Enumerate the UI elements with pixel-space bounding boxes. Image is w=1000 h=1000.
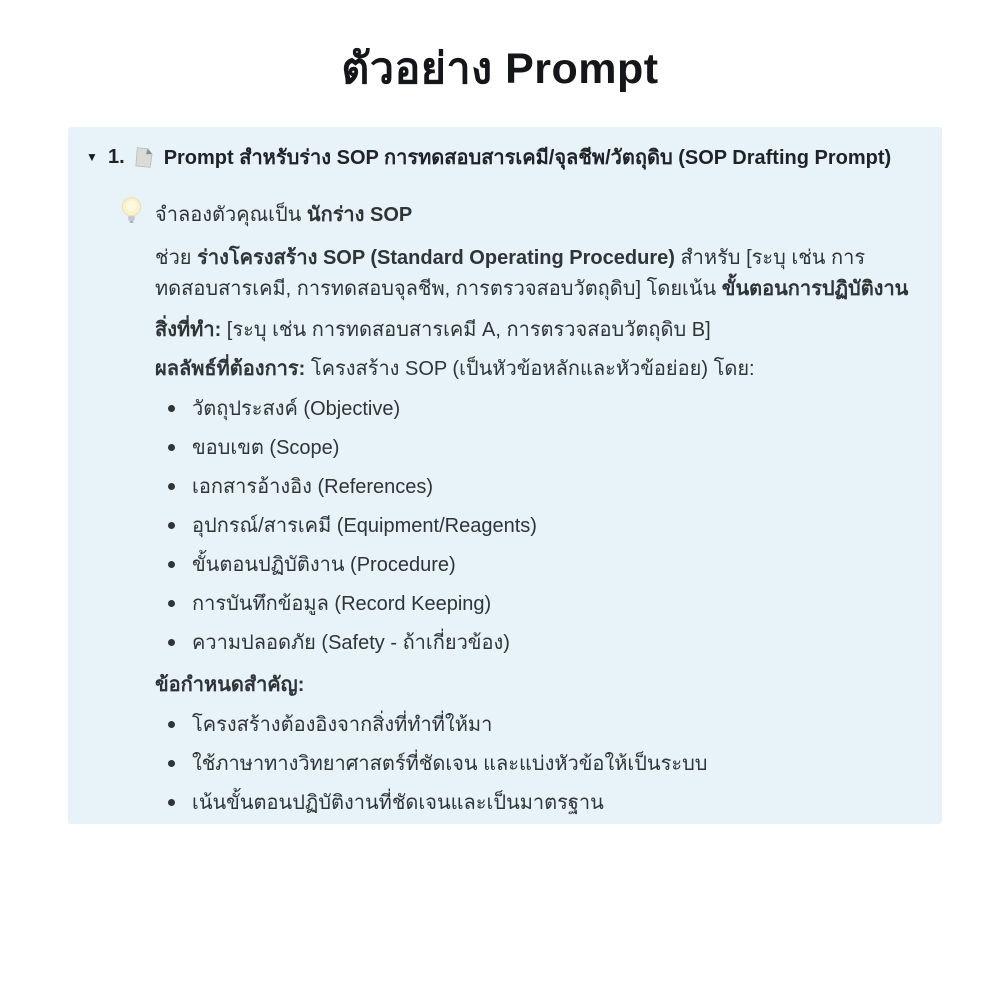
bullet-icon — [168, 522, 175, 529]
page-icon — [131, 144, 156, 169]
bullet-icon — [168, 483, 175, 490]
bullet-icon — [168, 405, 175, 412]
list-item: อุปกรณ์/สารเคมี (Equipment/Reagents) — [155, 513, 918, 539]
list-number: 1. — [108, 145, 125, 168]
task-line: สิ่งที่ทำ: [ระบุ เช่น การทดสอบสารเคมี A, การตรวจสอบวัตถุดิบ B] — [155, 319, 711, 341]
instruction-paragraph: ช่วย ร่างโครงสร้าง SOP (Standard Operating Procedure) สำหรับ [ระบุ เช่น การทดสอบสารเคมี, การทดสอบจุลชีพ, การตรวจสอบวัตถุดิบ] โดยเน้น ขั้นตอนการปฏิบัติงาน — [155, 247, 909, 300]
bullet-icon — [168, 721, 175, 728]
intro-bold: นักร่าง SOP — [306, 204, 413, 226]
sop-outline-list — [155, 396, 918, 656]
bullet-icon — [168, 561, 175, 568]
lightbulb-icon — [120, 196, 143, 227]
toggle-content — [120, 198, 918, 816]
list-item: ใช้ภาษาทางวิทยาศาสตร์ที่ชัดเจน และแบ่งหัวข้อให้เป็นระบบ — [155, 751, 918, 777]
list-item: เอกสารอ้างอิง (References) — [155, 474, 918, 500]
list-item: วัตถุประสงค์ (Objective) — [155, 396, 918, 422]
list-item: เน้นขั้นตอนปฏิบัติงานที่ชัดเจนและเป็นมาตรฐาน — [155, 790, 918, 816]
list-item: โครงสร้างต้องอิงจากสิ่งที่ทำที่ให้มา — [155, 712, 918, 738]
intro-text: จำลองตัวคุณเป็น นักร่าง SOP — [155, 204, 413, 226]
bullet-icon — [168, 639, 175, 646]
requirements-list — [155, 712, 918, 816]
bullet-icon — [168, 600, 175, 607]
bullet-icon — [168, 799, 175, 806]
page-title: ตัวอย่าง Prompt — [341, 45, 659, 93]
result-line: ผลลัพธ์ที่ต้องการ: โครงสร้าง SOP (เป็นหัวข้อหลักและหัวข้อย่อย) โดย: — [155, 358, 755, 380]
requirements-heading: ข้อกำหนดสำคัญ: — [155, 674, 305, 696]
bullet-icon — [168, 760, 175, 767]
list-item: ขอบเขต (Scope) — [155, 435, 918, 461]
list-item: การบันทึกข้อมูล (Record Keeping) — [155, 591, 918, 617]
triangle-down-icon[interactable]: ▼ — [86, 150, 98, 164]
list-item: ขั้นตอนปฏิบัติงาน (Procedure) — [155, 552, 918, 578]
prompt-callout-box — [68, 127, 942, 824]
bullet-icon — [168, 444, 175, 451]
toggle-title: Prompt สำหรับร่าง SOP การทดสอบสารเคมี/จุลชีพ/วัตถุดิบ (SOP Drafting Prompt) — [163, 147, 892, 169]
toggle-header-row[interactable] — [80, 142, 918, 172]
list-item: ความปลอดภัย (Safety - ถ้าเกี่ยวข้อง) — [155, 630, 918, 656]
intro-line — [120, 198, 918, 230]
